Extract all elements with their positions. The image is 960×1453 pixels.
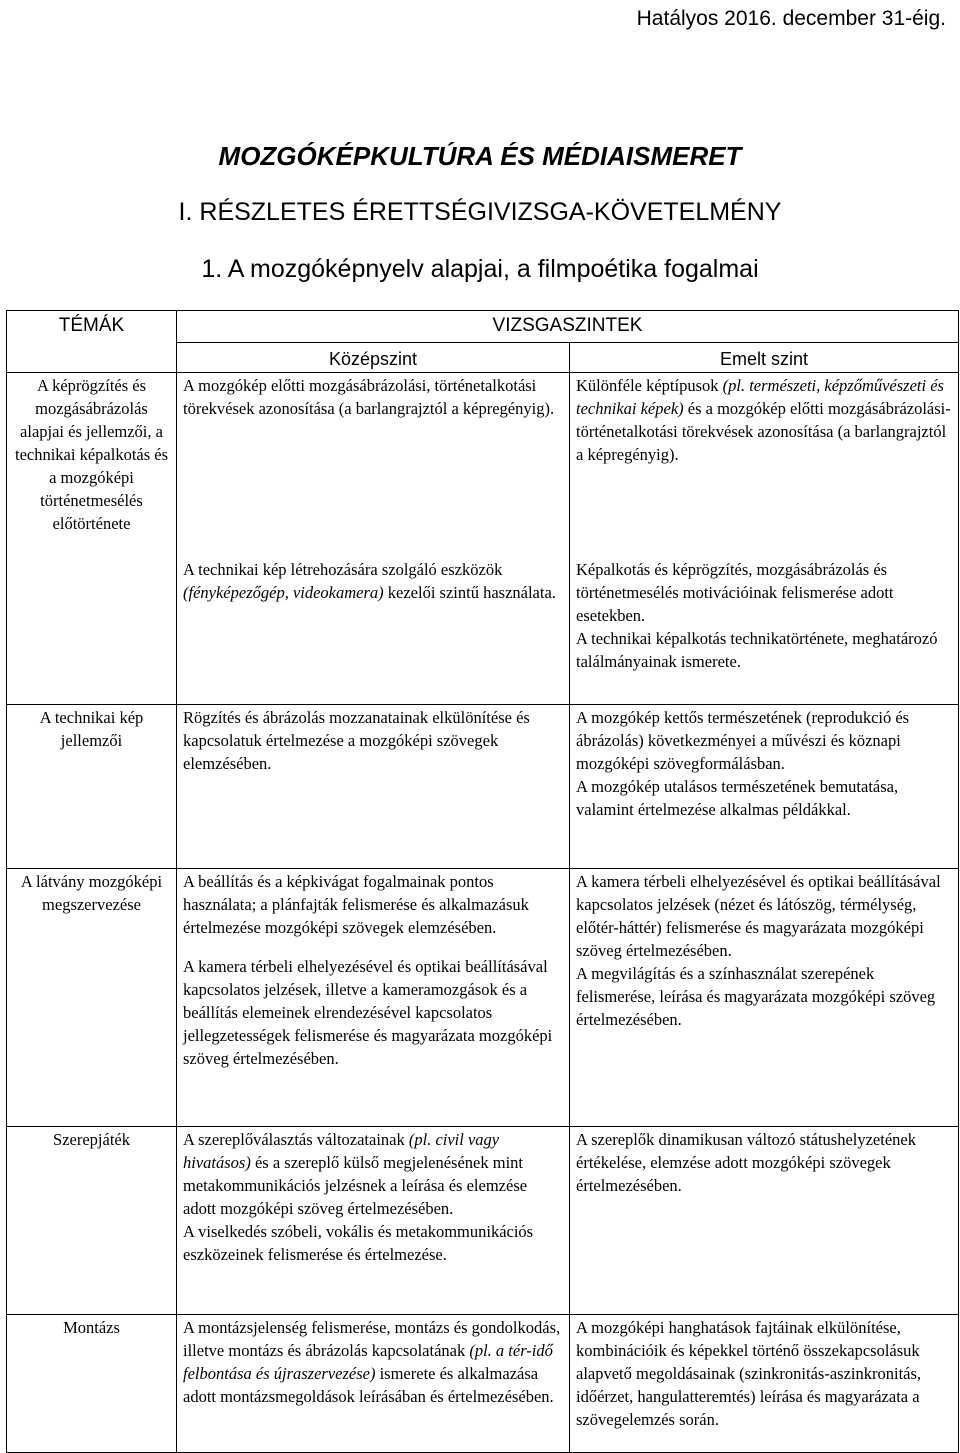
topic-cell: Montázs	[7, 1315, 177, 1453]
table-row	[7, 1127, 959, 1315]
cell-text: A kamera térbeli elhelyezésével és optikai beállításával kapcsolatos jelzések (nézet és látószög, térmélység, előtér-háttér) felismerése és magyarázata mozgóképi szöveg értelmezésében.	[576, 872, 941, 960]
mid-level-cell	[177, 1315, 570, 1453]
validity-note: Hatályos 2016. december 31-éig.	[636, 7, 946, 30]
table-row	[7, 373, 959, 705]
topics-header: TÉMÁK	[7, 311, 177, 373]
cell-text: A kamera térbeli elhelyezésével és optikai beállításával kapcsolatos jelzések, illetve a kameramozgások és a beállítás elemeinek elrendezésével kapcsolatos jellegzetességek felismerése és magyarázata mozgóképi szöveg értelmezésében.	[183, 957, 553, 1068]
cell-text: A mozgókép kettős természetének (reprodukció és ábrázolás) következményei a művészi és köznapi mozgóképi szövegformálásban.	[576, 708, 910, 773]
cell-text: A mozgókép előtti mozgásábrázolási, történetalkotási törekvések azonosítása (a barlangrajztól a képregényig).	[183, 376, 555, 418]
requirements-table	[6, 310, 959, 1453]
cell-text: A montázsjelenség felismerése, montázs és gondolkodás, illetve montázs és ábrázolás kapcsolatának (pl. a tér-idő felbontása és újraszervezése) ismerete és alkalmazása adott montázsmegoldások leírásában és értelmezésében.	[183, 1318, 561, 1406]
cell-text: A beállítás és a képkivágat fogalmainak pontos használata; a plánfajták felismerése és alkalmazásuk értelmezése mozgóképi szövegek elemzésében.	[183, 872, 529, 937]
advanced-level-cell	[570, 705, 959, 869]
cell-text: Képalkotás és képrögzítés, mozgásábrázolás és történetmesélés motivációinak felismerése adott esetekben.	[576, 560, 894, 625]
cell-text: A mozgókép utalásos természetének bemutatása, valamint értelmezése alkalmas példákkal.	[576, 777, 899, 819]
cell-text: A szereplők dinamikusan változó státushelyzetének értékelése, elemzése adott mozgóképi szövegek értelmezésében.	[576, 1130, 916, 1195]
table-row	[7, 1315, 959, 1453]
table-row	[7, 869, 959, 1127]
topic-cell: A technikai kép jellemzői	[7, 705, 177, 869]
advanced-level-cell	[570, 1127, 959, 1315]
advanced-level-header: Emelt szint	[570, 343, 959, 373]
table-row	[7, 705, 959, 869]
topic-cell: A látvány mozgóképi megszervezése	[7, 869, 177, 1127]
spacer	[183, 939, 563, 955]
cell-text: A megvilágítás és a színhasználat szerepének felismerése, leírása és magyarázata mozgóképi szöveg értelmezésében.	[576, 964, 936, 1029]
topic-cell: A képrögzítés és mozgásábrázolás alapjai és jellemzői, a technikai képalkotás és a mozgóképi történetmesélés előtörténete	[7, 373, 177, 705]
section-heading: 1. A mozgóképnyelv alapjai, a filmpoétika fogalmai	[201, 255, 759, 283]
spacer	[183, 420, 563, 558]
mid-level-cell	[177, 705, 570, 869]
document-subtitle: I. RÉSZLETES ÉRETTSÉGIVIZSGA-KÖVETELMÉNY	[178, 198, 782, 226]
cell-text: Rögzítés és ábrázolás mozzanatainak elkülönítése és kapcsolatuk értelmezése a mozgóképi szövegek elemzésében.	[183, 708, 530, 773]
cell-text: A szereplőválasztás változatainak (pl. civil vagy hivatásos) és a szereplő külső megjelenésének mint metakommunikációs jelzésnek a leírása és elemzése adott mozgóképi szöveg értelmezésében.	[183, 1130, 528, 1218]
advanced-level-cell	[570, 373, 959, 705]
mid-level-header: Középszint	[177, 343, 570, 373]
mid-level-cell	[177, 1127, 570, 1315]
cell-text: A mozgóképi hanghatások fajtáinak elkülönítése, kombinációik és képekkel történő összekapcsolásuk alapvető megoldásainak (szinkronitás-aszinkronitás, időérzet, hangulatteremtés) leírása és magyarázata a szövegelemzés során.	[576, 1318, 922, 1429]
mid-level-cell	[177, 373, 570, 705]
cell-text: A technikai kép létrehozására szolgáló eszközök (fényképezőgép, videokamera) kezelői szintű használata.	[183, 560, 556, 602]
levels-header: VIZSGASZINTEK	[177, 311, 959, 343]
mid-level-cell	[177, 869, 570, 1127]
advanced-level-cell	[570, 1315, 959, 1453]
spacer	[576, 466, 952, 558]
cell-text: A technikai képalkotás technikatörténete, meghatározó találmányainak ismerete.	[576, 629, 938, 671]
topic-cell: Szerepjáték	[7, 1127, 177, 1315]
cell-text: A viselkedés szóbeli, vokális és metakommunikációs eszközeinek felismerése és értelmezése.	[183, 1222, 534, 1264]
advanced-level-cell	[570, 869, 959, 1127]
cell-text: Különféle képtípusok (pl. természeti, képzőművészeti és technikai képek) és a mozgókép előtti mozgásábrázolási-történetalkotási törekvések azonosítása (a barlangrajztól a képregényig).	[576, 376, 951, 464]
document-title: MOZGÓKÉPKULTÚRA ÉS MÉDIAISMERET	[218, 141, 742, 171]
